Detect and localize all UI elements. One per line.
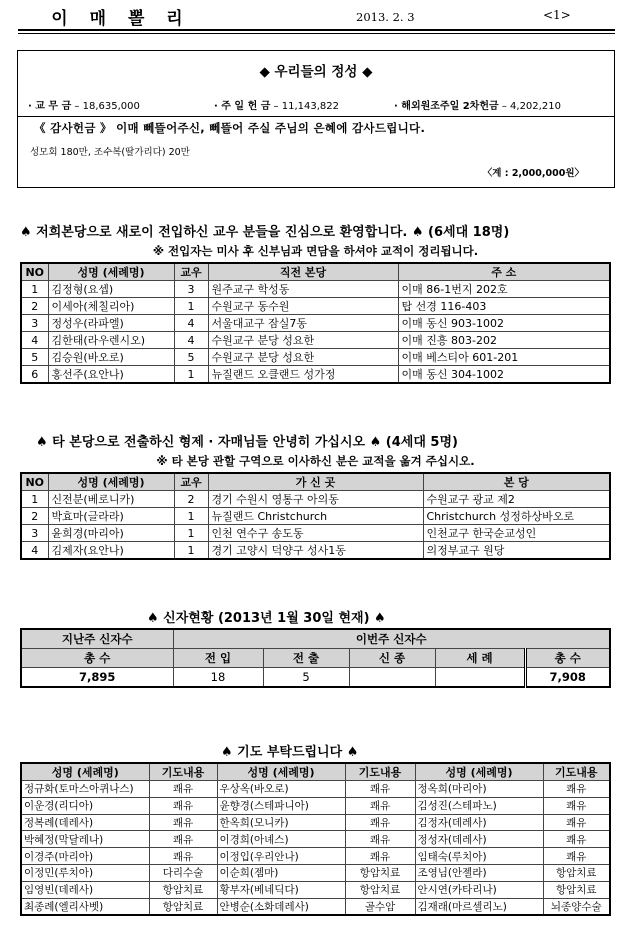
table-cell: 6: [21, 366, 48, 384]
table-cell: 항암치료: [543, 881, 610, 898]
table-cell: 안시연(카타리나): [415, 881, 543, 898]
table-cell: 쾌유: [543, 814, 610, 831]
table-row: [21, 332, 610, 349]
table-row: [21, 491, 610, 508]
table-cell: 이매 86-1번지 202호: [398, 281, 610, 298]
table-cell: 정성자(데레사): [415, 831, 543, 848]
table-cell: 뉴질랜드 Christchurch: [208, 508, 423, 525]
table-cell: 쾌유: [345, 831, 415, 848]
col-header: 교우: [174, 263, 208, 281]
table-row: [21, 508, 610, 525]
table-cell: 1: [174, 508, 208, 525]
table-cell: 경기 고양시 덕양구 성사1동: [208, 542, 423, 560]
table-cell: 정옥희(마리아): [415, 781, 543, 798]
thanks-total: 〈계 : 2,000,000원〉: [482, 168, 584, 179]
table-cell: 박효마(글라라): [48, 508, 174, 525]
table-cell: 5: [21, 349, 48, 366]
table-cell: 정규화(토마스아퀴나스): [21, 781, 149, 798]
col-header: 성명 (세례명): [48, 473, 174, 491]
table-cell: 1: [174, 525, 208, 542]
census-table: [20, 628, 611, 688]
table-cell: 최종례(엘리사벳): [21, 898, 149, 915]
table-cell: 다리수술: [149, 864, 217, 881]
table-cell: 원주교구 학성동: [208, 281, 398, 298]
table-cell: 윤희경(마리아): [48, 525, 174, 542]
table-cell: 항암치료: [149, 881, 217, 898]
table-cell: 2: [21, 298, 48, 315]
table-cell: 조영님(안젤라): [415, 864, 543, 881]
table-cell: 이운경(리디아): [21, 797, 149, 814]
table-cell: 쾌유: [543, 781, 610, 798]
this-week-total-label: 총 수: [525, 649, 610, 668]
this-week-total: 7,908: [525, 668, 610, 688]
col-header: 기도내용: [543, 763, 610, 781]
offering-item: · 해외원조주일 2차헌금 – 4,202,210: [394, 101, 561, 112]
col-header: NO: [21, 263, 48, 281]
table-cell: 김한태(라우렌시오): [48, 332, 174, 349]
table-cell: 1: [174, 542, 208, 560]
table-cell: 항암치료: [345, 864, 415, 881]
bulletin-date: 2013. 2. 3: [356, 10, 415, 24]
table-cell: 쾌유: [543, 797, 610, 814]
table-cell: 골수암: [345, 898, 415, 915]
table-cell: 쾌유: [345, 814, 415, 831]
table-cell: 항암치료: [543, 864, 610, 881]
table-row: [21, 315, 610, 332]
last-week-total-label: 총 수: [21, 649, 173, 668]
table-cell: 항암치료: [149, 898, 217, 915]
offering-title: ◆ 우리들의 정성 ◆: [259, 64, 373, 80]
table-row: [21, 281, 610, 298]
table-cell: 경기 수원시 영통구 아의동: [208, 491, 423, 508]
table-cell: 이매 진흥 803-202: [398, 332, 610, 349]
table-cell: 수원교구 동수원: [208, 298, 398, 315]
table-row: [21, 797, 610, 814]
table-cell: 신전분(베로니카): [48, 491, 174, 508]
col-header: 기도내용: [345, 763, 415, 781]
table-cell: 쾌유: [149, 814, 217, 831]
col-header: 주 소: [398, 263, 610, 281]
table-cell: 쾌유: [345, 781, 415, 798]
col-header: 성명 (세례명): [415, 763, 543, 781]
table-cell: 수원교구 분당 성요한: [208, 349, 398, 366]
welcome-table: [20, 262, 611, 384]
table-cell: 수원교구 분당 성요한: [208, 332, 398, 349]
table-cell: 이정민(루치아): [21, 864, 149, 881]
header-rule: [18, 29, 615, 31]
table-cell: 쾌유: [149, 797, 217, 814]
table-cell: 쾌유: [345, 797, 415, 814]
table-cell: 박혜정(막달레나): [21, 831, 149, 848]
col-header: 성명 (세례명): [48, 263, 174, 281]
table-cell: 이경희(아녜스): [217, 831, 345, 848]
offering-box: [17, 50, 615, 188]
bulletin-title: 이 매 뽈 리: [51, 9, 191, 29]
col-header: NO: [21, 473, 48, 491]
table-row: [21, 898, 610, 915]
farewell-heading: ♠ 타 본당으로 전출하신 형제 · 자매님들 안녕히 가십시오 ♠ (4세대 5명): [36, 435, 458, 450]
col-header: 기도내용: [149, 763, 217, 781]
table-cell: 정복례(데레사): [21, 814, 149, 831]
table-cell: 김성진(스테파노): [415, 797, 543, 814]
table-cell: 의정부교구 원당: [423, 542, 610, 560]
col-header: 가 신 곳: [208, 473, 423, 491]
table-cell: 우상옥(바오로): [217, 781, 345, 798]
table-cell: 수원교구 광교 제2: [423, 491, 610, 508]
offering-item: · 교 무 금 – 18,635,000: [28, 101, 140, 112]
table-cell: 탑 선경 116-403: [398, 298, 610, 315]
last-week-total: 7,895: [21, 668, 173, 688]
table-row: [21, 781, 610, 798]
table-cell: 김승원(바오로): [48, 349, 174, 366]
offering-item: · 주 일 헌 금 – 11,143,822: [214, 101, 339, 112]
table-cell: 뇌종양수술: [543, 898, 610, 915]
col-header: 본 당: [423, 473, 610, 491]
table-cell: 정성우(라파엘): [48, 315, 174, 332]
header-rule-thin: [18, 33, 615, 34]
table-row: [21, 881, 610, 898]
table-cell: 쾌유: [149, 831, 217, 848]
table-cell: 이매 동신 304-1002: [398, 366, 610, 384]
welcome-note: ※ 전입자는 미사 후 신부님과 면담을 하셔야 교적이 정리됩니다.: [152, 244, 479, 258]
last-week-label: 지난주 신자수: [21, 629, 173, 649]
table-row: [21, 366, 610, 384]
table-cell: 항암치료: [345, 881, 415, 898]
table-row: [21, 298, 610, 315]
table-cell: 4: [174, 315, 208, 332]
table-cell: 1: [174, 366, 208, 384]
new-converts-count: [349, 668, 435, 688]
table-row: [21, 864, 610, 881]
table-cell: 서울대교구 잠실7동: [208, 315, 398, 332]
table-cell: 3: [174, 281, 208, 298]
table-cell: 쾌유: [149, 848, 217, 865]
table-cell: 이매 베스티아 601-201: [398, 349, 610, 366]
table-row: [21, 525, 610, 542]
table-cell: 임영빈(데레사): [21, 881, 149, 898]
table-cell: 인천교구 한국순교성인: [423, 525, 610, 542]
donor-list: 성모회 180만, 조수복(딸가리다) 20만: [30, 147, 190, 158]
col-header: 전 입: [173, 649, 263, 668]
this-week-label: 이번주 신자수: [173, 629, 610, 649]
table-cell: 김제자(요안나): [48, 542, 174, 560]
table-cell: 이매 동신 903-1002: [398, 315, 610, 332]
farewell-table: [20, 472, 611, 560]
page-number: <1>: [543, 8, 571, 22]
table-cell: 2: [21, 508, 48, 525]
table-cell: 뉴질랜드 오클랜드 성가정: [208, 366, 398, 384]
col-header: 직전 본당: [208, 263, 398, 281]
table-cell: 쾌유: [543, 831, 610, 848]
table-row: [21, 349, 610, 366]
table-cell: 이정입(우리안나): [217, 848, 345, 865]
table-row: [21, 814, 610, 831]
table-cell: 쾌유: [149, 781, 217, 798]
table-cell: 4: [174, 332, 208, 349]
baptisms-count: [435, 668, 525, 688]
col-header: 성명 (세례명): [217, 763, 345, 781]
table-cell: Christchurch 성정하상바오로: [423, 508, 610, 525]
offering-divider: [18, 116, 614, 117]
transfer-out-count: 5: [263, 668, 349, 688]
table-row: [21, 848, 610, 865]
table-cell: 임태숙(루치아): [415, 848, 543, 865]
table-cell: 이세아(체칠리아): [48, 298, 174, 315]
table-cell: 윤향경(스테파니아): [217, 797, 345, 814]
table-cell: 4: [21, 332, 48, 349]
table-cell: 2: [174, 491, 208, 508]
table-row: [21, 831, 610, 848]
col-header: 세 례: [435, 649, 525, 668]
table-cell: 김재래(마르셀리노): [415, 898, 543, 915]
thanks-text: 《 감사헌금 》 이매 뻬뜰어주신, 뻬뜰어 주실 주님의 은혜에 감사드립니다.: [34, 121, 426, 135]
table-cell: 쾌유: [345, 848, 415, 865]
table-row: [21, 542, 610, 560]
col-header: 성명 (세례명): [21, 763, 149, 781]
table-cell: 4: [21, 542, 48, 560]
table-cell: 안병순(소화데레사): [217, 898, 345, 915]
prayer-heading: ♠ 기도 부탁드립니다 ♠: [221, 745, 359, 760]
prayer-table: [20, 762, 611, 916]
header: [18, 2, 615, 30]
table-cell: 김정자(데레사): [415, 814, 543, 831]
table-cell: 1: [21, 281, 48, 298]
table-cell: 이경주(마리아): [21, 848, 149, 865]
table-cell: 5: [174, 349, 208, 366]
table-cell: 인천 연수구 송도동: [208, 525, 423, 542]
col-header: 전 출: [263, 649, 349, 668]
table-cell: 3: [21, 315, 48, 332]
table-cell: 1: [174, 298, 208, 315]
census-heading: ♠ 신자현황 (2013년 1월 30일 현재) ♠: [147, 611, 386, 626]
table-cell: 한옥희(모니카): [217, 814, 345, 831]
table-cell: 쾌유: [543, 848, 610, 865]
table-cell: 1: [21, 491, 48, 508]
col-header: 신 종: [349, 649, 435, 668]
table-cell: 3: [21, 525, 48, 542]
transfer-in-count: 18: [173, 668, 263, 688]
welcome-heading: ♠ 저희본당으로 새로이 전입하신 교우 분들을 진심으로 환영합니다. ♠ (6세대 18명): [20, 225, 510, 240]
table-cell: 홍선주(요안나): [48, 366, 174, 384]
table-cell: 황부자(베네딕다): [217, 881, 345, 898]
farewell-note: ※ 타 본당 관할 구역으로 이사하신 분은 교적을 옮겨 주십시오.: [156, 454, 475, 468]
col-header: 교우: [174, 473, 208, 491]
table-cell: 이순희(젬마): [217, 864, 345, 881]
table-cell: 김정형(요셉): [48, 281, 174, 298]
